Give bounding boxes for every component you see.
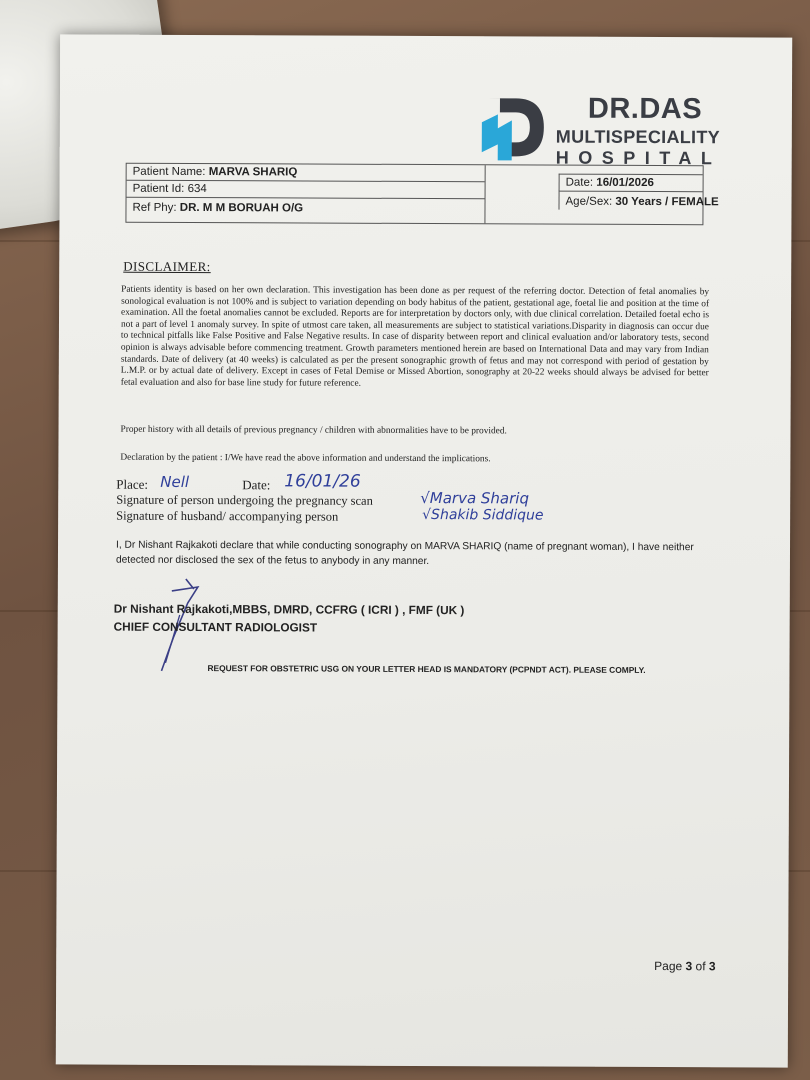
patient-id: 634 — [187, 182, 207, 196]
history-note: Proper history with all details of previous pregnancy / children with abnormalities have to be provided. — [120, 424, 507, 437]
date-label: Date: — [242, 477, 271, 493]
report-date: 16/01/2026 — [596, 176, 654, 189]
ref-phy-row: Ref Phy: DR. M M BORUAH O/G — [132, 201, 304, 215]
hospital-name-line2: MULTISPECIALITY — [555, 126, 721, 148]
hospital-name — [555, 92, 722, 169]
place-handwritten: Nell — [160, 472, 190, 491]
date-handwritten: 16/01/26 — [284, 471, 361, 492]
patient-declaration: Declaration by the patient : I/We have read the above information and understand the implications. — [120, 452, 491, 465]
patient-id-row: Patient Id: 634 — [127, 181, 485, 200]
patient-name: MARVA SHARIQ — [208, 166, 298, 179]
husband-signature-label: Signature of husband/ accompanying person — [116, 508, 339, 524]
patient-signature: √Marva Shariq — [420, 488, 530, 508]
patient-name-row: Patient Name: MARVA SHARIQ — [127, 164, 485, 183]
doctor-name: Dr Nishant Rajkakoti,MBBS, DMRD, CCFRG ( ICRI ) , FMF (UK ) — [113, 601, 465, 618]
patient-info-box — [125, 163, 719, 226]
patient-signature-label: Signature of person undergoing the pregnancy scan — [116, 492, 373, 508]
pcpndt-notice: REQUEST FOR OBSTETRIC USG ON YOUR LETTER HEAD IS MANDATORY (PCPNDT ACT). PLEASE COMPLY. — [207, 663, 646, 675]
age-sex-row: Age/Sex: 30 Years / FEMALE — [558, 192, 702, 211]
husband-signature: √Shakib Siddique — [422, 506, 544, 524]
hospital-name-line3: HOSPITAL — [555, 147, 722, 169]
doctor-sign-block — [114, 600, 465, 638]
report-date-row: Date: 16/01/2026 — [559, 174, 703, 193]
age-sex: 30 Years / FEMALE — [615, 195, 719, 209]
disclaimer-title: DISCLAIMER: — [123, 258, 211, 275]
doctor-title: CHIEF CONSULTANT RADIOLOGIST — [113, 619, 318, 635]
page-number: Page 3 of 3 — [654, 959, 716, 974]
report-sheet — [56, 34, 792, 1067]
hospital-logo-icon — [478, 92, 548, 162]
ref-phy: DR. M M BORUAH O/G — [179, 201, 304, 215]
place-date-line: Place: — [116, 476, 149, 492]
doctor-declaration: I, Dr Nishant Rajkakoti declare that while conducting sonography on MARVA SHARIQ (name of pregnant woman), I have neither detected nor disclosed the sex of the fetus to anybody in any manner. — [115, 539, 694, 568]
disclaimer-paragraph: Patients identity is based on her own declaration. This investigation has been done as per request of the referring doctor. Detection of fetal anomalies by sonological evaluation is not 100% and is subject to variation depending on body habitus of the patient, gestational age, foetal lie and position at the time of examination. All the foetal anomalies cannot be excluded. Reports are for interpretation by doctors only, with due clinical correlation. Detailed foetal echo is not a part of level 1 anomaly survey. In spite of utmost care taken, all measurements are subject to statistical variations.Disparity in diagnosis can occur due to technical pitfalls like False Positive and False Negative results. In case of disparity between report and clinical evaluation and/or laboratory tests, second opinion is always advisable before commencing treatment. Growth parameters mentioned herein are based on International Data and may vary from Indian standards. Date of delivery (at 40 weeks) is calculated as per the present sonographic growth of fetus and may not correspond with period of gestation by L.M.P. or by actual date of delivery. Except in cases of Fetal Demise or Missed Abortion, sonography at 20-22 weeks should always be advised for better fetal evaluation and also for base line study for future reference. — [120, 284, 710, 389]
hospital-name-line1: DR.DAS — [587, 92, 703, 126]
